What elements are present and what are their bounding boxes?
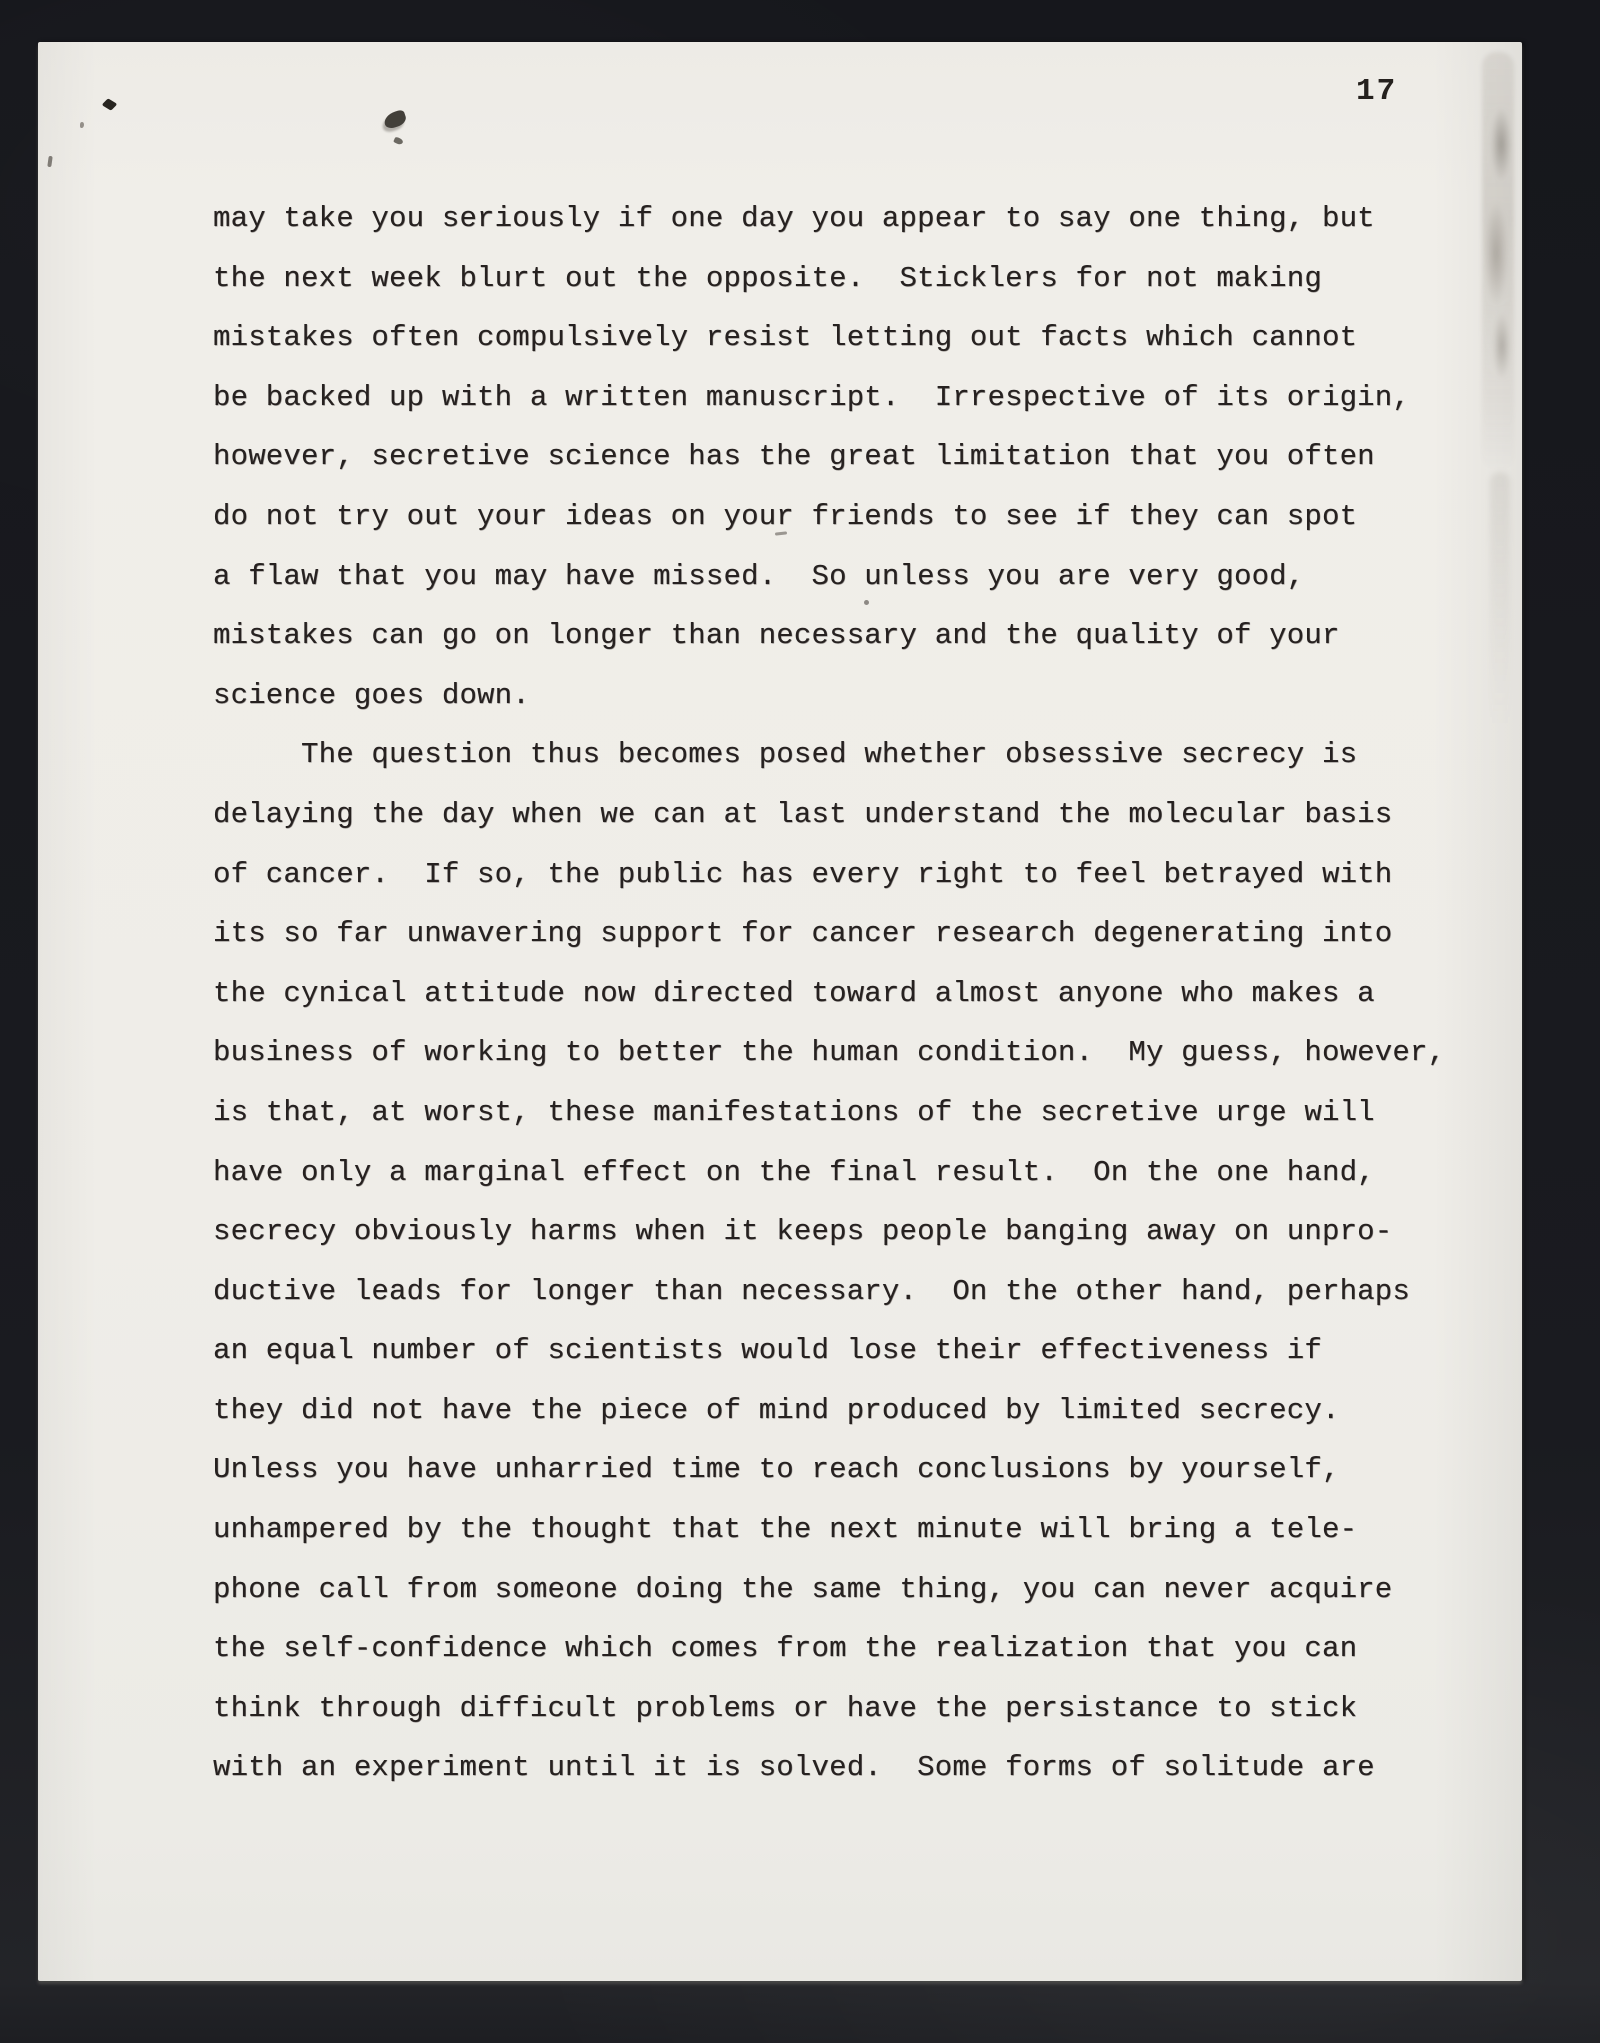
document-text — [213, 189, 1493, 1798]
document-line: the self-confidence which comes from the realization that you can — [213, 1632, 1358, 1666]
document-line: business of working to better the human condition. My guess, however, — [213, 1036, 1446, 1070]
document-line: have only a marginal effect on the final result. On the one hand, — [213, 1155, 1375, 1189]
document-page — [38, 42, 1522, 1981]
document-line: be backed up with a written manuscript. Irrespective of its origin, — [213, 380, 1410, 414]
document-line: Unless you have unharried time to reach conclusions by yourself, — [213, 1453, 1340, 1487]
scanner-streak-icon — [1490, 472, 1510, 732]
smudge-mark-icon — [393, 136, 404, 145]
document-line: delaying the day when we can at last understand the molecular basis — [213, 797, 1393, 831]
document-line: however, secretive science has the great limitation that you often — [213, 440, 1375, 474]
document-line: science goes down. — [213, 678, 530, 712]
ink-speck-icon — [80, 122, 84, 128]
document-line: a flaw that you may have missed. So unless you are very good, — [213, 559, 1305, 593]
document-line: phone call from someone doing the same thing, you can never acquire — [213, 1572, 1393, 1606]
document-line: its so far unwavering support for cancer research degenerating into — [213, 917, 1393, 951]
document-line: do not try out your ideas on your friends to see if they can spot — [213, 499, 1358, 533]
ink-speck-icon — [102, 98, 118, 110]
page-number: 17 — [1356, 74, 1398, 109]
smudge-mark-icon — [382, 109, 408, 130]
document-line: may take you seriously if one day you appear to say one thing, but — [213, 202, 1375, 235]
ink-speck-icon — [47, 156, 52, 167]
document-line: unhampered by the thought that the next minute will bring a tele- — [213, 1513, 1358, 1547]
document-line: mistakes often compulsively resist letting out facts which cannot — [213, 321, 1358, 355]
document-line: mistakes can go on longer than necessary and the quality of your — [213, 619, 1340, 653]
document-line: The question thus becomes posed whether obsessive secrecy is — [213, 738, 1358, 772]
document-line: an equal number of scientists would lose their effectiveness if — [213, 1334, 1322, 1368]
document-line: the next week blurt out the opposite. Sticklers for not making — [213, 261, 1322, 295]
document-line: they did not have the piece of mind produced by limited secrecy. — [213, 1393, 1340, 1427]
document-line: ductive leads for longer than necessary. On the other hand, perhaps — [213, 1274, 1410, 1308]
document-line: the cynical attitude now directed toward almost anyone who makes a — [213, 976, 1375, 1010]
document-line: secrecy obviously harms when it keeps people banging away on unpro- — [213, 1215, 1393, 1249]
document-line: of cancer. If so, the public has every right to feel betrayed with — [213, 857, 1393, 891]
document-line: think through difficult problems or have the persistance to stick — [213, 1691, 1358, 1725]
document-line: is that, at worst, these manifestations of the secretive urge will — [213, 1095, 1375, 1129]
document-line: with an experiment until it is solved. Some forms of solitude are — [213, 1751, 1375, 1785]
